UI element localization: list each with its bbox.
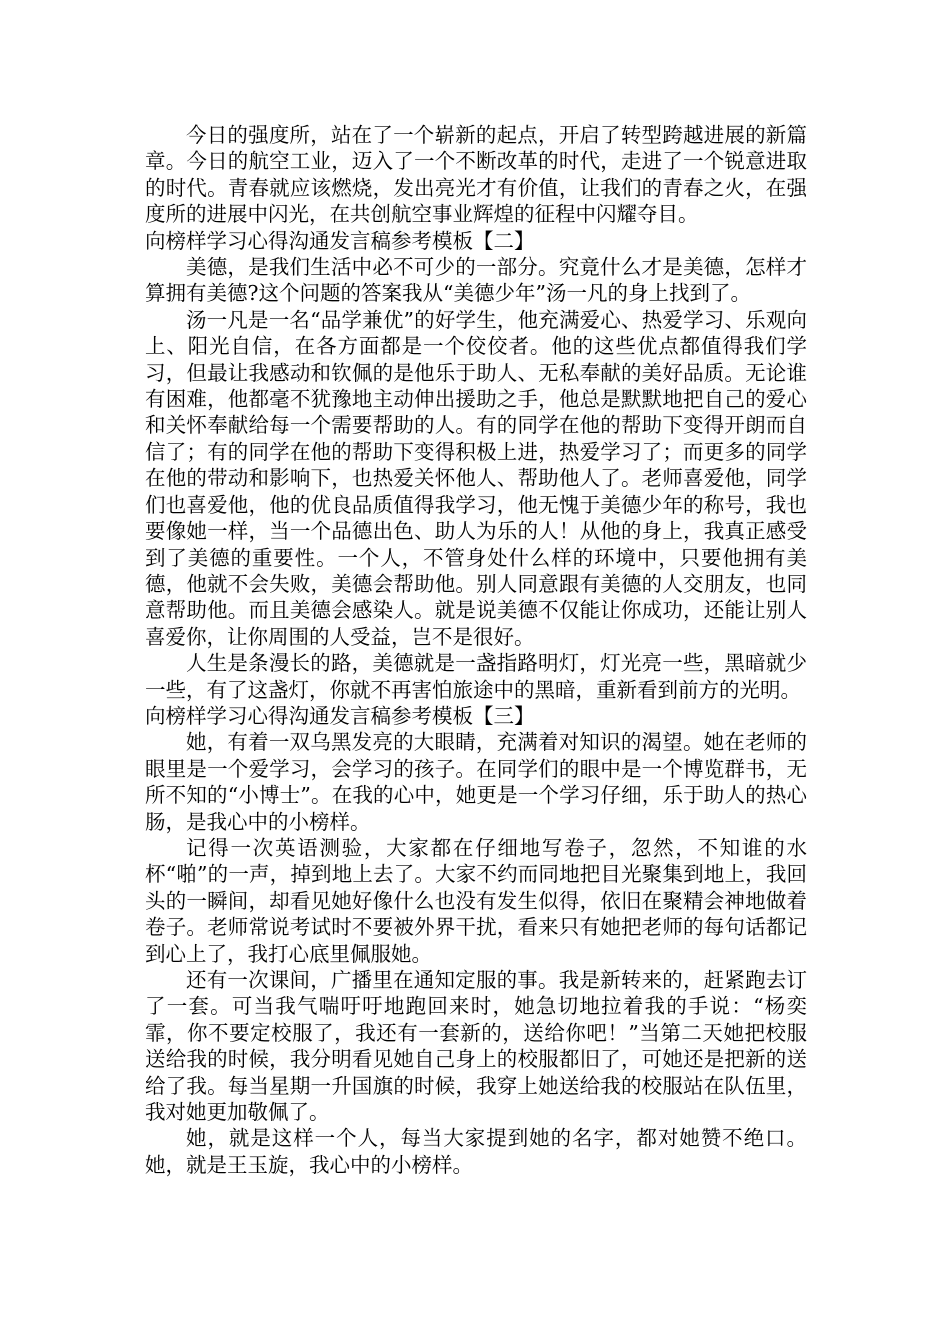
paragraph: 她，有着一双乌黑发亮的大眼睛，充满着对知识的渴望。她在老师的眼里是一个爱学习，会学习的孩子。在同学们的眼中是一个博览群书，无所不知的“小博士”。在我的心中，她更是一个学习仔细，乐于助人的热心肠，是我心中的小榜样。 bbox=[145, 730, 807, 834]
section-heading-3: 向榜样学习心得沟通发言稿参考模板【三】 bbox=[145, 703, 535, 728]
paragraph: 汤一凡是一名“品学兼优”的好学生，他充满爱心、热爱学习、乐观向上、阳光自信，在各方面都是一个佼佼者。他的这些优点都值得我们学习，但最让我感动和钦佩的是他乐于助人、无私奉献的美好品质。无论谁有困难，他都毫不犹豫地主动伸出援助之手，他总是默默地把自己的爱心和关怀奉献给每一个需要帮助的人。有的同学在他的帮助下变得开朗而自信了；有的同学在他的帮助下变得积极上进，热爱学习了；而更多的同学在他的带动和影响下，也热爱关怀他人、帮助他人了。老师喜爱他，同学们也喜爱他，他的优良品质值得我学习，他无愧于美德少年的称号，我也要像她一样，当一个品德出色、助人为乐的人！从他的身上，我真正感受到了美德的重要性。一个人，不管身处什么样的环境中，只要他拥有美德，他就不会失败，美德会帮助他。别人同意跟有美德的人交朋友，也同意帮助他。而且美德会感染人。就是说美德不仅能让你成功，还能让别人喜爱你，让你周围的人受益，岂不是很好。 bbox=[145, 307, 807, 649]
paragraph-intro: 今日的强度所，站在了一个崭新的起点，开启了转型跨越进展的新篇章。今日的航空工业，迈入了一个不断改革的时代，走进了一个锐意进取的时代。青春就应该燃烧，发出亮光才有价值，让我们的青春之火，在强度所的进展中闪光，在共创航空事业辉煌的征程中闪耀夺目。 bbox=[145, 123, 807, 227]
paragraph: 人生是条漫长的路，美德就是一盏指路明灯，灯光亮一些，黑暗就少一些，有了这盏灯，你就不再害怕旅途中的黑暗，重新看到前方的光明。 bbox=[145, 651, 807, 702]
section-heading-2: 向榜样学习心得沟通发言稿参考模板【二】 bbox=[145, 228, 535, 253]
paragraph: 她，就是这样一个人，每当大家提到她的名字，都对她赞不绝口。她，就是王玉旋，我心中的小榜样。 bbox=[145, 1126, 807, 1177]
paragraph: 记得一次英语测验，大家都在仔细地写卷子，忽然，不知谁的水杯“啪”的一声，掉到地上去了。大家不约而同地把目光聚集到地上，我回头的一瞬间，却看见她好像什么也没有发生似得，依旧在聚精会神地做着卷子。老师常说考试时不要被外界干扰，看来只有她把老师的每句话都记到心上了，我打心底里佩服她。 bbox=[145, 835, 807, 966]
document-body bbox=[145, 122, 807, 1178]
paragraph: 美德，是我们生活中必不可少的一部分。究竟什么才是美德，怎样才算拥有美德?这个问题的答案我从“美德少年”汤一凡的身上找到了。 bbox=[145, 255, 807, 306]
paragraph: 还有一次课间，广播里在通知定服的事。我是新转来的，赶紧跑去订了一套。可当我气喘吁吁地跑回来时，她急切地拉着我的手说：“杨奕霏，你不要定校服了，我还有一套新的，送给你吧！”当第二天她把校服送给我的时候，我分明看见她自己身上的校服都旧了，可她还是把新的送给了我。每当星期一升国旗的时候，我穿上她送给我的校服站在队伍里，我对她更加敬佩了。 bbox=[145, 968, 807, 1125]
